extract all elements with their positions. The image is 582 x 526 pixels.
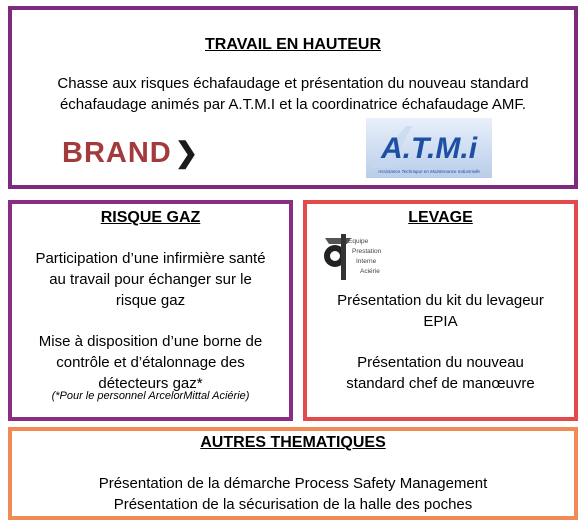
epia-logo-line-1: Equipe xyxy=(348,238,369,245)
epia-logo-line-4: Aciérie xyxy=(360,268,380,275)
autres-title: AUTRES THEMATIQUES xyxy=(200,434,386,451)
brand-logo xyxy=(62,136,199,170)
epia-logo-line-2: Prestation xyxy=(352,248,382,255)
atmi-logo-tagline: Assistance Technique en Maintenance Industrielle xyxy=(378,169,480,174)
travail-line-2: échafaudage animés par A.T.M.I et la coordinatrice échafaudage AMF. xyxy=(59,96,527,113)
brand-chevron-icon: ❯ xyxy=(174,137,200,168)
risque-p1-line-1: Participation d’une infirmière santé xyxy=(35,250,266,267)
levage-p1-line-2: EPIA xyxy=(423,313,458,330)
atmi-logo-text: A.T.M.i xyxy=(380,132,478,165)
risque-p1-line-2: au travail pour échanger sur le xyxy=(49,271,252,288)
risque-p2-line-3: détecteurs gaz* xyxy=(98,375,203,392)
epia-logo xyxy=(321,232,431,282)
levage-p1-line-1: Présentation du kit du levageur xyxy=(337,292,544,309)
epia-logo-line-3: Interne xyxy=(356,258,377,265)
levage-p2-line-2: standard chef de manœuvre xyxy=(346,375,535,392)
risque-p1-line-3: risque gaz xyxy=(115,292,186,309)
travail-line-1: Chasse aux risques échafaudage et présentation du nouveau standard xyxy=(57,75,529,92)
levage-p2-line-1: Présentation du nouveau xyxy=(357,354,524,371)
risque-footnote: (*Pour le personnel ArcelorMittal Aciérie) xyxy=(51,390,250,402)
atmi-logo xyxy=(366,118,492,178)
risque-p2-line-1: Mise à disposition d’une borne de xyxy=(38,333,263,350)
travail-en-hauteur-panel xyxy=(8,6,578,189)
risque-title: RISQUE GAZ xyxy=(100,209,201,226)
risque-p2-line-2: contrôle et d’étalonnage des xyxy=(56,354,245,371)
levage-paragraph-2 xyxy=(307,352,574,394)
autres-line-1: Présentation de la démarche Process Safety Management xyxy=(98,475,488,492)
risque-gaz-panel xyxy=(8,200,293,421)
risque-paragraph-2 xyxy=(12,331,289,394)
autres-thematiques-panel xyxy=(8,427,578,520)
risque-paragraph-1 xyxy=(12,248,289,311)
travail-title: TRAVAIL EN HAUTEUR xyxy=(205,36,381,53)
levage-paragraph-1 xyxy=(307,290,574,332)
brand-logo-text: BRAND xyxy=(62,137,172,169)
travail-description xyxy=(24,73,562,115)
autres-line-2: Présentation de la sécurisation de la halle des poches xyxy=(113,496,473,513)
levage-panel xyxy=(303,200,578,421)
levage-title: LEVAGE xyxy=(408,209,473,226)
